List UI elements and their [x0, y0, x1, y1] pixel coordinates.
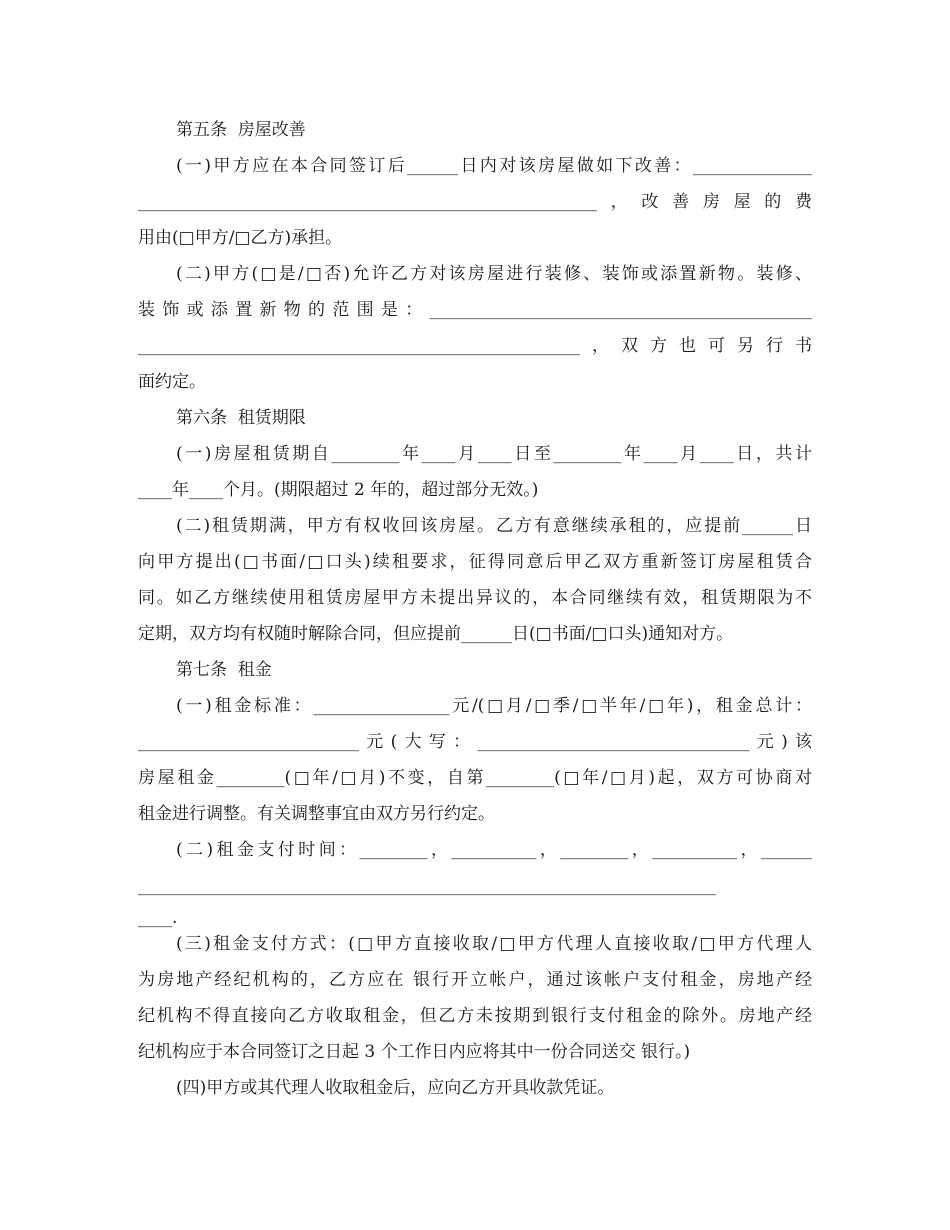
article-7-clause-3-line-3: 纪机构不得直接向乙方收取租金，但乙方未按期到银行支付租金的除外。房地产经	[138, 1006, 812, 1026]
article-7-clause-2-line-1: (二)租金支付时间：________，__________，________，__________，______	[176, 840, 812, 860]
article-7-clause-3-line-4: 纪机构应于本合同签订之日起 3 个工作日内应将其中一份合同送交 银行。)	[138, 1042, 691, 1062]
article-7-clause-1-line-4: 租金进行调整。有关调整事宜由双方另行约定。	[138, 804, 495, 824]
article-6-clause-2-line-1: (二)租赁期满，甲方有权收回该房屋。乙方有意继续承租的，应提前______日	[176, 516, 812, 536]
article-7-clause-1-line-3: 房屋租金________(□年/□月)不变，自第________(□年/□月)起，双方可协商对	[138, 768, 812, 788]
article-5-heading: 第五条 房屋改善	[176, 120, 306, 140]
article-5-clause-2-line-3: ____________________________________________________，双方也可另行书	[138, 336, 812, 356]
article-6-heading: 第六条 租赁期限	[176, 408, 306, 428]
article-6-clause-2-line-3: 同。如乙方继续使用租赁房屋甲方未提出异议的，本合同继续有效，租赁期限为不	[138, 588, 812, 608]
article-6-clause-2-line-2: 向甲方提出(□书面/□口头)续租要求，征得同意后甲乙双方重新签订房屋租赁合	[138, 552, 812, 572]
article-7-heading: 第七条 租金	[176, 660, 272, 680]
article-7-clause-1-line-1: (一)租金标准：________________元/(□月/□季/□半年/□年)，租金总计：	[176, 696, 812, 716]
article-5-clause-2-line-4: 面约定。	[138, 372, 206, 392]
article-5-clause-1-line-3: 用由(□甲方/□乙方)承担。	[138, 228, 343, 248]
article-7-clause-1-line-2: __________________________元(大写：________________________________元)该	[138, 732, 812, 752]
article-5-clause-1-line-2: ______________________________________________________，改善房屋的费	[138, 192, 812, 212]
article-7-clause-3-line-1: (三)租金支付方式：(□甲方直接收取/□甲方代理人直接收取/□甲方代理人	[176, 934, 812, 954]
article-7-clause-3-line-2: 为房地产经纪机构的，乙方应在 银行开立帐户，通过该帐户支付租金，房地产经	[138, 970, 812, 990]
article-6-clause-2-line-4: 定期，双方均有权随时解除合同，但应提前______日(□书面/□口头)通知对方。	[138, 624, 734, 644]
article-6-clause-1-line-1: (一)房屋租赁期自________年____月____日至________年____月____日，共计	[176, 444, 812, 464]
article-7-clause-2-line-3: ____.	[138, 908, 178, 928]
article-7-clause-4-line-1: (四)甲方或其代理人收取租金后，应向乙方开具收款凭证。	[176, 1078, 615, 1098]
article-5-clause-2-line-2: 装饰或添置新物的范围是：_____________________________________________	[138, 300, 812, 320]
article-7-clause-2-line-2: ____________________________________________________________________	[138, 876, 716, 896]
article-6-clause-1-line-2: ____年____个月。(期限超过 2 年的，超过部分无效。)	[138, 480, 539, 500]
article-5-clause-1-line-1: (一)甲方应在本合同签订后______日内对该房屋做如下改善：______________	[176, 156, 812, 176]
article-5-clause-2-line-1: (二)甲方(□是/□否)允许乙方对该房屋进行装修、装饰或添置新物。装修、	[176, 264, 812, 284]
